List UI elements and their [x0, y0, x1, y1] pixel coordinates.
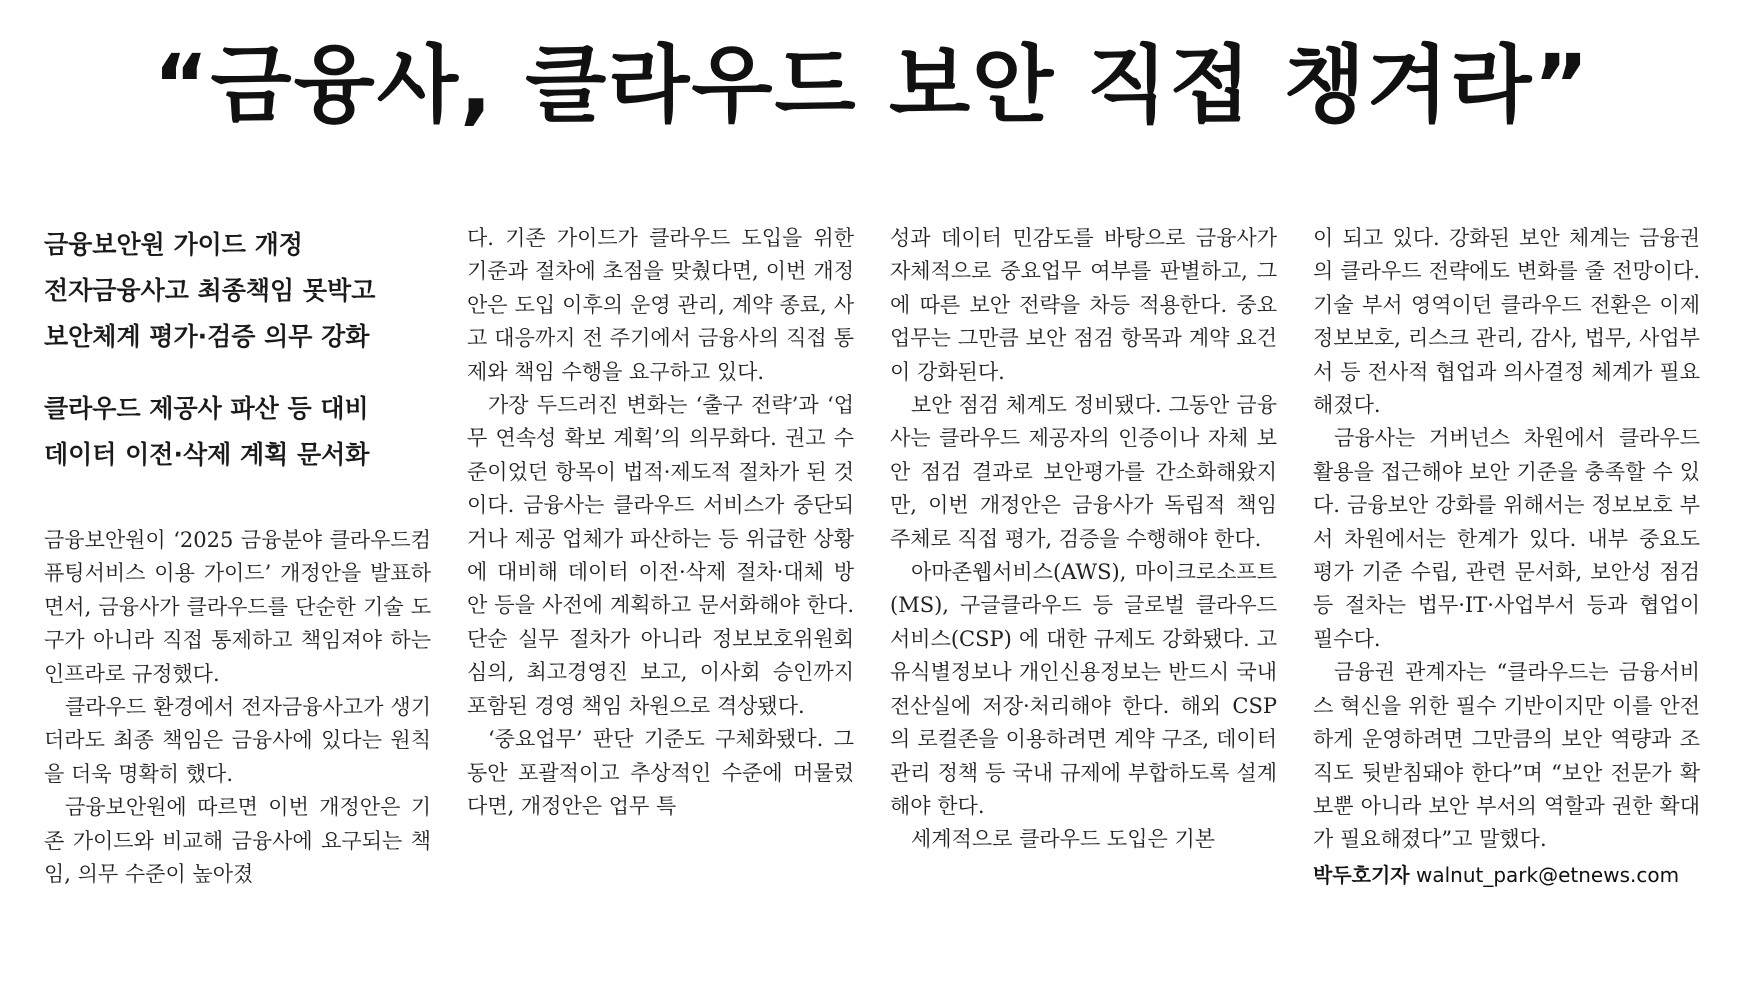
paragraph: 금융보안원이 ‘2025 금융분야 클라우드컴퓨팅서비스 이용 가이드’ 개정안을 발표하면서, 금융사가 클라우드를 단순한 기술 도구가 아니라 직접 통제하고 책임져야 하는 인프라로 규정했다. — [44, 528, 431, 686]
reporter-email: walnut_park@etnews.com — [1415, 862, 1680, 887]
subhead-block — [44, 222, 431, 478]
paragraph: 가장 두드러진 변화는 ‘출구 전략’과 ‘업무 연속성 확보 계획’의 의무화다. 권고 수준이었던 항목이 법적·제도적 절차가 된 것이다. 금융사는 클라우드 서비스가 중단되거나 제공 업체가 파산하는 등 위급한 상황에 대비해 데이터 이전·삭제 절차·대체 방안 등을 사전에 계획하고 문서화해야 한다. 단순 실무 절차가 아니라 정보보호위원회 심의, 최고경영진 보고, 이사회 승인까지 포함된 경영 책임 차원으로 격상됐다. — [467, 393, 854, 718]
column-4 — [1313, 222, 1700, 992]
paragraph: 아마존웹서비스(AWS), 마이크로소프트(MS), 구글클라우드 등 글로벌 클라우드 서비스(CSP) 에 대한 규제도 강화됐다. 고유식별정보나 개인신용정보는 반드시 국내 전산실에 저장·처리해야 한다. 해외 CSP의 로컬존을 이용하려면 계약 구조, 데이터 관리 정책 등 국내 규제에 부합하도록 설계해야 한다. — [890, 560, 1277, 818]
article-headline: “금융사, 클라우드 보안 직접 챙겨라” — [153, 36, 1591, 134]
byline — [1313, 859, 1700, 892]
subhead: 클라우드 제공사 파산 등 대비 — [44, 394, 369, 423]
lead-text — [44, 524, 431, 891]
paragraph: ‘중요업무’ 판단 기준도 구체화됐다. 그동안 포괄적이고 추상적인 수준에 머물렀다면, 개정안은 업무 특 — [467, 727, 854, 818]
paragraph: 금융보안원에 따르면 이번 개정안은 기존 가이드와 비교해 금융사에 요구되는 책임, 의무 수준이 높아졌 — [44, 795, 431, 887]
column-1 — [44, 222, 431, 992]
subhead: 금융보안원 가이드 개정 — [44, 230, 303, 259]
column-2 — [467, 222, 854, 992]
paragraph: 세계적으로 클라우드 도입은 기본 — [911, 827, 1216, 852]
subhead: 데이터 이전·삭제 계획 문서화 — [44, 440, 370, 469]
paragraph: 금융권 관계자는 “클라우드는 금융서비스 혁신을 위한 필수 기반이지만 이를 안전하게 운영하려면 그만큼의 보안 역량과 조직도 뒷받침돼야 한다”며 “보안 전문가 확보뿐 아니라 보안 부서의 역할과 권한 확대가 필요해졌다”고 말했다. — [1313, 660, 1700, 852]
subhead-group — [44, 386, 431, 478]
article-body — [44, 222, 1700, 992]
paragraph: 이 되고 있다. 강화된 보안 체계는 금융권의 클라우드 전략에도 변화를 줄 전망이다. 기술 부서 영역이던 클라우드 전환은 이제 정보보호, 리스크 관리, 감사, 법무, 사업부서 등 전사적 협업과 의사결정 체계가 필요해졌다. — [1313, 226, 1700, 418]
paragraph: 금융사는 거버넌스 차원에서 클라우드 활용을 접근해야 보안 기준을 충족할 수 있다. 금융보안 강화를 위해서는 정보보호 부서 차원에서는 한계가 있다. 내부 중요도 평가 기준 수립, 관련 문서화, 보안성 점검 등 절차는 법무·IT·사업부서 등과 협업이 필수다. — [1313, 426, 1700, 651]
subhead: 보안체계 평가·검증 의무 강화 — [44, 322, 370, 351]
column-3 — [890, 222, 1277, 992]
paragraph: 클라우드 환경에서 전자금융사고가 생기더라도 최종 책임은 금융사에 있다는 원칙을 더욱 명확히 했다. — [44, 695, 431, 786]
paragraph: 보안 점검 체계도 정비됐다. 그동안 금융사는 클라우드 제공자의 인증이나 자체 보안 점검 결과로 보안평가를 간소화해왔지만, 이번 개정안은 금융사가 독립적 책임 주체로 직접 평가, 검증을 수행해야 한다. — [890, 393, 1277, 551]
reporter-name: 박두호기자 — [1313, 862, 1410, 887]
paragraph: 다. 기존 가이드가 클라우드 도입을 위한 기준과 절차에 초점을 맞췄다면, 이번 개정안은 도입 이후의 운영 관리, 계약 종료, 사고 대응까지 전 주기에서 금융사의 직접 통제와 책임 수행을 요구하고 있다. — [467, 226, 854, 384]
paragraph: 성과 데이터 민감도를 바탕으로 금융사가 자체적으로 중요업무 여부를 판별하고, 그에 따른 보안 전략을 차등 적용한다. 중요업무는 그만큼 보안 점검 항목과 계약 요건이 강화된다. — [890, 226, 1277, 384]
subhead: 전자금융사고 최종책임 못박고 — [44, 276, 376, 305]
